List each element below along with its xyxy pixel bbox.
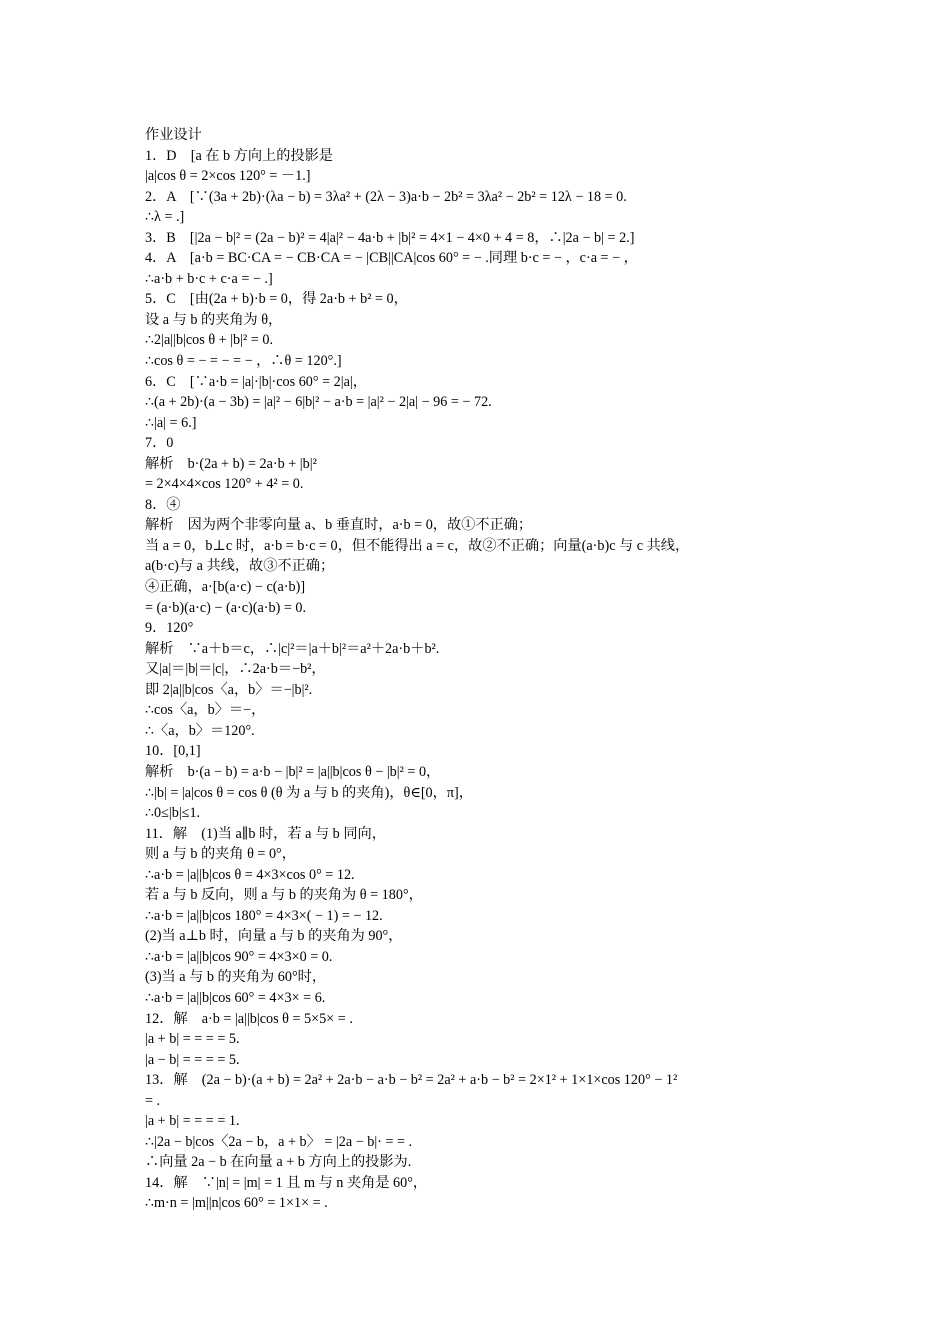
text-line: 14．解 ∵|n| = |m| = 1 且 m 与 n 夹角是 60°， [145, 1174, 428, 1191]
text-line: 9．120° [145, 620, 194, 637]
text-line: 解析 ∵a＋b＝c，∴|c|²＝|a＋b|²＝a²＋2a·b＋b². [145, 640, 440, 657]
text-line: ∴a·b = |a||b|cos θ = 4×3×cos 0° = 12. [145, 866, 355, 883]
text-line: |a + b| = = = = 1. [145, 1113, 240, 1130]
text-line: 解析 b·(a − b) = a·b − |b|² = |a||b|cos θ − |b|² = 0， [145, 763, 441, 780]
text-line: ∴|2a − b|cos〈2a − b，a + b〉 = |2a − b|· = = . [145, 1133, 413, 1150]
text-line: 11．解 (1)当 a∥b 时，若 a 与 b 同向， [145, 825, 386, 842]
text-line: ∴cos〈a，b〉＝−， [145, 702, 266, 719]
text-line: 解析 因为两个非零向量 a、b 垂直时，a·b = 0，故①不正确； [145, 517, 533, 534]
text-line: 解析 b·(2a + b) = 2a·b + |b|² [145, 455, 317, 472]
text-line: ∴a·b = |a||b|cos 90° = 4×3×0 = 0. [145, 948, 333, 965]
text-line: ∴cos θ = − = − = − ，∴θ = 120°.] [145, 353, 342, 370]
text-line: (2)当 a⊥b 时，向量 a 与 b 的夹角为 90°， [145, 928, 403, 945]
text-line: 设 a 与 b 的夹角为 θ， [145, 311, 283, 328]
text-line: 即 2|a||b|cos〈a，b〉＝−|b|². [145, 681, 313, 698]
text-line: ∴0≤|b|≤1. [145, 805, 201, 822]
text-line: a(b·c)与 a 共线，故③不正确； [145, 558, 335, 575]
text-line: ∴|a| = 6.] [145, 414, 197, 431]
text-line: 6．C [∵a·b = |a|·|b|·cos 60° = 2|a|， [145, 373, 367, 390]
homework-solutions [145, 125, 845, 1214]
text-line: 10．[0,1] [145, 743, 201, 760]
text-line: 4．A [a·b = BC·CA = − CB·CA = − |CB||CA|cos 60° = − .同理 b·c = − ，c·a = − ， [145, 250, 638, 267]
text-line: ∴(a + 2b)·(a − 3b) = |a|² − 6|b|² − a·b = |a|² − 2|a| − 96 = − 72. [145, 394, 492, 411]
text-line: 当 a = 0，b⊥c 时，a·b = b·c = 0，但不能得出 a = c，故②不正确；向量(a·b)c 与 c 共线， [145, 537, 690, 554]
text-line: |a + b| = = = = 5. [145, 1031, 240, 1048]
text-line: 3．B [|2a − b|² = (2a − b)² = 4|a|² − 4a·b + |b|² = 4×1 − 4×0 + 4 = 8，∴|2a − b| = 2.] [145, 229, 635, 246]
text-line: ④正确，a·[b(a·c) − c(a·b)] [145, 579, 306, 596]
text-line: = 2×4×4×cos 120° + 4² = 0. [145, 476, 304, 493]
text-line: ∴〈a，b〉＝120°. [145, 722, 255, 739]
text-line: ∴2|a||b|cos θ + |b|² = 0. [145, 332, 273, 349]
text-line: ∴a·b = |a||b|cos 180° = 4×3×( − 1) = − 12. [145, 907, 383, 924]
text-line: ∴m·n = |m||n|cos 60° = 1×1× = . [145, 1195, 328, 1212]
text-line: = (a·b)(a·c) − (a·c)(a·b) = 0. [145, 599, 307, 616]
text-line: 1．D [a 在 b 方向上的投影是 [145, 147, 333, 164]
text-line: (3)当 a 与 b 的夹角为 60°时， [145, 969, 327, 986]
text-line: 又|a|＝|b|＝|c|，∴2a·b＝−b²， [145, 661, 326, 678]
text-line: 8．④ [145, 496, 181, 513]
text-line: |a − b| = = = = 5. [145, 1051, 240, 1068]
text-line: 7．0 [145, 435, 174, 452]
text-line: ∴a·b = |a||b|cos 60° = 4×3× = 6. [145, 989, 326, 1006]
text-line: |a|cos θ = 2×cos 120° = －1.] [145, 168, 311, 185]
text-line: 2．A [∵(3a + 2b)·(λa − b) = 3λa² + (2λ − 3)a·b − 2b² = 3λa² − 2b² = 12λ − 18 = 0. [145, 188, 627, 205]
section-title: 作业设计 [145, 127, 202, 143]
text-line: 13．解 (2a − b)·(a + b) = 2a² + 2a·b − a·b − b² = 2a² + a·b − b² = 2×1² + 1×1×cos 120° − 1² [145, 1072, 678, 1089]
text-line: 12．解 a·b = |a||b|cos θ = 5×5× = . [145, 1010, 353, 1027]
text-line: ∴a·b + b·c + c·a = − .] [145, 270, 273, 287]
text-line: ∴|b| = |a|cos θ = cos θ (θ 为 a 与 b 的夹角)，θ∈[0，π]， [145, 784, 473, 801]
text-line: 5．C [由(2a + b)·b = 0，得 2a·b + b² = 0， [145, 291, 408, 308]
text-line: ∴向量 2a − b 在向量 a + b 方向上的投影为. [145, 1154, 412, 1171]
text-line: 则 a 与 b 的夹角 θ = 0°， [145, 846, 296, 863]
text-line: 若 a 与 b 反向，则 a 与 b 的夹角为 θ = 180°， [145, 887, 423, 904]
text-line: ∴λ = .] [145, 209, 185, 226]
text-line: = . [145, 1092, 161, 1109]
